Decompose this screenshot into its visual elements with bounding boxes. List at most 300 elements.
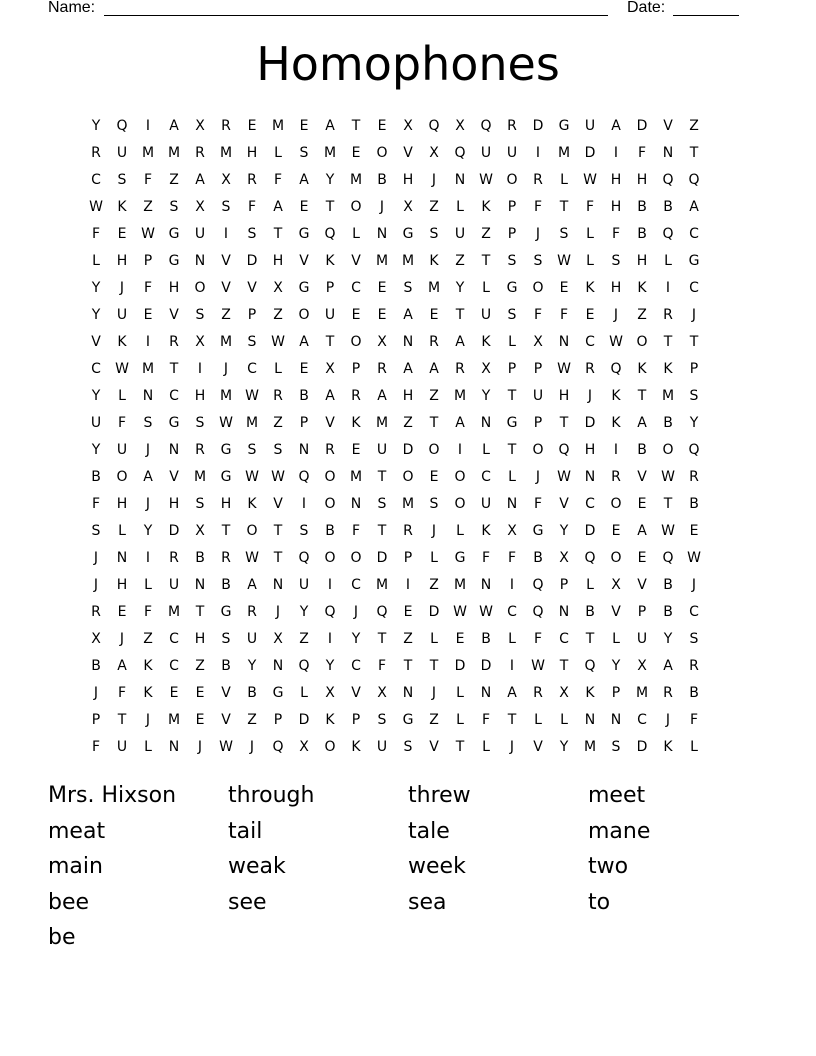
grid-letter[interactable]: X — [377, 685, 387, 701]
grid-letter[interactable]: A — [611, 118, 621, 134]
grid-letter[interactable]: Z — [143, 199, 153, 215]
grid-letter[interactable]: N — [194, 577, 206, 593]
grid-letter[interactable]: K — [351, 415, 361, 431]
grid-letter[interactable]: X — [559, 685, 569, 701]
grid-letter[interactable]: J — [197, 739, 203, 755]
grid-letter[interactable]: L — [274, 361, 282, 377]
grid-letter[interactable]: X — [637, 658, 647, 674]
grid-letter[interactable]: Z — [689, 118, 699, 134]
grid-letter[interactable]: I — [197, 361, 203, 377]
grid-letter[interactable]: M — [401, 253, 415, 269]
grid-letter[interactable]: L — [664, 253, 672, 269]
grid-letter[interactable]: J — [249, 739, 255, 755]
grid-letter[interactable]: L — [482, 442, 490, 458]
grid-letter[interactable]: K — [481, 334, 491, 350]
grid-letter[interactable]: R — [611, 469, 621, 485]
grid-letter[interactable]: Q — [480, 118, 492, 134]
grid-letter[interactable]: T — [273, 550, 283, 566]
grid-letter[interactable]: E — [351, 145, 361, 161]
grid-letter[interactable]: X — [273, 280, 283, 296]
grid-letter[interactable]: H — [194, 631, 206, 647]
grid-letter[interactable]: B — [637, 199, 647, 215]
grid-letter[interactable]: D — [532, 118, 544, 134]
grid-letter[interactable]: V — [169, 469, 179, 485]
grid-letter[interactable]: E — [195, 712, 205, 728]
grid-letter[interactable]: I — [457, 442, 463, 458]
grid-letter[interactable]: W — [245, 469, 259, 485]
grid-letter[interactable]: Y — [143, 523, 153, 539]
grid-letter[interactable]: S — [403, 739, 413, 755]
grid-letter[interactable]: H — [246, 145, 258, 161]
grid-letter[interactable]: Y — [91, 307, 101, 323]
grid-letter[interactable]: B — [221, 577, 231, 593]
grid-letter[interactable]: Y — [91, 388, 101, 404]
grid-letter[interactable]: P — [533, 415, 543, 431]
grid-letter[interactable]: S — [403, 280, 413, 296]
grid-letter[interactable]: I — [509, 658, 515, 674]
grid-letter[interactable]: Y — [611, 658, 621, 674]
grid-letter[interactable]: L — [534, 712, 542, 728]
grid-letter[interactable]: Q — [662, 172, 674, 188]
grid-letter[interactable]: H — [168, 496, 180, 512]
grid-letter[interactable]: W — [687, 550, 701, 566]
grid-letter[interactable]: A — [377, 388, 387, 404]
grid-letter[interactable]: A — [663, 658, 673, 674]
grid-letter[interactable]: H — [220, 496, 232, 512]
grid-letter[interactable]: J — [93, 550, 99, 566]
grid-letter[interactable]: I — [613, 442, 619, 458]
grid-letter[interactable]: C — [585, 334, 595, 350]
grid-letter[interactable]: G — [168, 253, 180, 269]
name-field[interactable] — [104, 15, 608, 16]
grid-letter[interactable]: H — [194, 388, 206, 404]
grid-letter[interactable]: I — [327, 577, 333, 593]
grid-letter[interactable]: L — [508, 469, 516, 485]
grid-letter[interactable]: Q — [662, 550, 674, 566]
grid-letter[interactable]: T — [507, 442, 517, 458]
grid-letter[interactable]: M — [375, 577, 389, 593]
grid-letter[interactable]: M — [323, 145, 337, 161]
grid-letter[interactable]: Z — [403, 415, 413, 431]
grid-letter[interactable]: D — [168, 523, 180, 539]
grid-letter[interactable]: Q — [558, 442, 570, 458]
grid-letter[interactable]: K — [117, 199, 127, 215]
grid-letter[interactable]: L — [586, 253, 594, 269]
grid-letter[interactable]: L — [560, 172, 568, 188]
grid-letter[interactable]: X — [403, 118, 413, 134]
grid-letter[interactable]: L — [144, 577, 152, 593]
grid-letter[interactable]: I — [327, 631, 333, 647]
grid-letter[interactable]: J — [431, 685, 437, 701]
grid-letter[interactable]: F — [91, 739, 101, 755]
grid-letter[interactable]: H — [168, 280, 180, 296]
grid-letter[interactable]: Q — [376, 604, 388, 620]
grid-letter[interactable]: B — [247, 685, 257, 701]
grid-letter[interactable]: F — [91, 496, 101, 512]
grid-letter[interactable]: Q — [298, 658, 310, 674]
grid-letter[interactable]: L — [612, 631, 620, 647]
grid-letter[interactable]: V — [637, 577, 647, 593]
grid-letter[interactable]: T — [429, 415, 439, 431]
grid-letter[interactable]: J — [93, 685, 99, 701]
grid-letter[interactable]: K — [247, 496, 257, 512]
grid-letter[interactable]: O — [532, 280, 544, 296]
grid-letter[interactable]: N — [584, 469, 596, 485]
grid-letter[interactable]: Q — [532, 604, 544, 620]
grid-letter[interactable]: S — [559, 226, 569, 242]
grid-letter[interactable]: G — [688, 253, 700, 269]
grid-letter[interactable]: W — [531, 658, 545, 674]
grid-letter[interactable]: F — [637, 145, 647, 161]
grid-letter[interactable]: L — [118, 388, 126, 404]
grid-letter[interactable]: N — [376, 226, 388, 242]
grid-letter[interactable]: S — [169, 199, 179, 215]
grid-letter[interactable]: Z — [637, 307, 647, 323]
grid-letter[interactable]: P — [507, 361, 517, 377]
grid-letter[interactable]: F — [143, 604, 153, 620]
grid-letter[interactable]: I — [613, 145, 619, 161]
grid-letter[interactable]: O — [350, 334, 362, 350]
grid-letter[interactable]: U — [168, 577, 180, 593]
grid-letter[interactable]: E — [377, 307, 387, 323]
grid-letter[interactable]: E — [377, 118, 387, 134]
grid-letter[interactable]: B — [481, 631, 491, 647]
grid-letter[interactable]: L — [144, 739, 152, 755]
grid-letter[interactable]: X — [299, 739, 309, 755]
grid-letter[interactable]: F — [481, 712, 491, 728]
grid-letter[interactable]: I — [665, 280, 671, 296]
grid-letter[interactable]: E — [143, 307, 153, 323]
grid-letter[interactable]: E — [559, 280, 569, 296]
grid-letter[interactable]: A — [273, 199, 283, 215]
grid-letter[interactable]: G — [220, 442, 232, 458]
grid-letter[interactable]: B — [325, 523, 335, 539]
grid-letter[interactable]: Z — [299, 631, 309, 647]
grid-letter[interactable]: T — [325, 199, 335, 215]
grid-letter[interactable]: T — [273, 523, 283, 539]
grid-letter[interactable]: S — [221, 631, 231, 647]
grid-letter[interactable]: U — [532, 388, 544, 404]
grid-letter[interactable]: K — [143, 685, 153, 701]
grid-letter[interactable]: N — [272, 658, 284, 674]
grid-letter[interactable]: K — [585, 280, 595, 296]
grid-letter[interactable]: C — [247, 361, 257, 377]
grid-letter[interactable]: Z — [429, 712, 439, 728]
grid-letter[interactable]: Z — [429, 388, 439, 404]
grid-letter[interactable]: E — [429, 469, 439, 485]
grid-letter[interactable]: A — [143, 469, 153, 485]
grid-letter[interactable]: X — [481, 361, 491, 377]
grid-letter[interactable]: W — [661, 523, 675, 539]
grid-letter[interactable]: J — [535, 469, 541, 485]
grid-letter[interactable]: O — [376, 145, 388, 161]
grid-letter[interactable]: N — [480, 685, 492, 701]
grid-letter[interactable]: M — [219, 145, 233, 161]
grid-letter[interactable]: N — [350, 496, 362, 512]
grid-letter[interactable]: U — [246, 631, 258, 647]
grid-letter[interactable]: K — [637, 280, 647, 296]
grid-letter[interactable]: S — [195, 415, 205, 431]
grid-letter[interactable]: G — [402, 226, 414, 242]
grid-letter[interactable]: R — [169, 550, 179, 566]
grid-letter[interactable]: U — [480, 307, 492, 323]
grid-letter[interactable]: C — [689, 226, 699, 242]
grid-letter[interactable]: S — [247, 226, 257, 242]
grid-letter[interactable]: U — [116, 145, 128, 161]
grid-letter[interactable]: I — [509, 577, 515, 593]
grid-letter[interactable]: D — [298, 712, 310, 728]
grid-letter[interactable]: X — [195, 334, 205, 350]
grid-letter[interactable]: D — [584, 523, 596, 539]
grid-letter[interactable]: V — [611, 604, 621, 620]
grid-letter[interactable]: S — [533, 253, 543, 269]
grid-letter[interactable]: W — [557, 469, 571, 485]
grid-letter[interactable]: R — [91, 145, 101, 161]
grid-letter[interactable]: B — [221, 658, 231, 674]
grid-letter[interactable]: P — [299, 415, 309, 431]
grid-letter[interactable]: I — [223, 226, 229, 242]
grid-letter[interactable]: D — [402, 442, 414, 458]
grid-letter[interactable]: T — [559, 199, 569, 215]
grid-letter[interactable]: N — [558, 334, 570, 350]
grid-letter[interactable]: L — [560, 712, 568, 728]
word-search-grid[interactable] — [83, 113, 733, 761]
grid-letter[interactable]: V — [221, 280, 231, 296]
grid-letter[interactable]: Z — [221, 307, 231, 323]
grid-letter[interactable]: M — [141, 361, 155, 377]
grid-letter[interactable]: M — [271, 118, 285, 134]
grid-letter[interactable]: X — [325, 685, 335, 701]
grid-letter[interactable]: D — [636, 118, 648, 134]
grid-letter[interactable]: F — [351, 523, 361, 539]
grid-letter[interactable]: R — [663, 307, 673, 323]
grid-letter[interactable]: H — [636, 253, 648, 269]
grid-letter[interactable]: H — [610, 280, 622, 296]
grid-letter[interactable]: L — [482, 280, 490, 296]
grid-letter[interactable]: F — [117, 685, 127, 701]
grid-letter[interactable]: B — [663, 577, 673, 593]
grid-letter[interactable]: C — [351, 658, 361, 674]
grid-letter[interactable]: C — [689, 604, 699, 620]
grid-letter[interactable]: G — [402, 712, 414, 728]
grid-letter[interactable]: I — [301, 496, 307, 512]
grid-letter[interactable]: W — [479, 172, 493, 188]
grid-letter[interactable]: F — [143, 280, 153, 296]
grid-letter[interactable]: C — [559, 631, 569, 647]
grid-letter[interactable]: X — [195, 523, 205, 539]
grid-letter[interactable]: N — [402, 334, 414, 350]
grid-letter[interactable]: J — [587, 388, 593, 404]
grid-letter[interactable]: J — [119, 280, 125, 296]
grid-letter[interactable]: T — [221, 523, 231, 539]
grid-letter[interactable]: M — [583, 739, 597, 755]
grid-letter[interactable]: I — [145, 550, 151, 566]
grid-letter[interactable]: P — [403, 550, 413, 566]
grid-letter[interactable]: S — [195, 496, 205, 512]
grid-letter[interactable]: Q — [584, 550, 596, 566]
grid-letter[interactable]: M — [349, 469, 363, 485]
grid-letter[interactable]: A — [195, 172, 205, 188]
grid-letter[interactable]: J — [275, 604, 281, 620]
grid-letter[interactable]: D — [376, 550, 388, 566]
grid-letter[interactable]: L — [300, 685, 308, 701]
grid-letter[interactable]: Y — [351, 631, 361, 647]
grid-letter[interactable]: Q — [116, 118, 128, 134]
grid-letter[interactable]: V — [351, 253, 361, 269]
grid-letter[interactable]: X — [533, 334, 543, 350]
grid-letter[interactable]: L — [456, 523, 464, 539]
grid-letter[interactable]: W — [245, 550, 259, 566]
grid-letter[interactable]: P — [91, 712, 101, 728]
grid-letter[interactable]: Y — [325, 172, 335, 188]
grid-letter[interactable]: O — [662, 442, 674, 458]
grid-letter[interactable]: X — [507, 523, 517, 539]
grid-letter[interactable]: L — [586, 577, 594, 593]
grid-letter[interactable]: J — [665, 712, 671, 728]
grid-letter[interactable]: B — [663, 199, 673, 215]
grid-letter[interactable]: V — [247, 280, 257, 296]
grid-letter[interactable]: L — [274, 145, 282, 161]
grid-letter[interactable]: G — [168, 226, 180, 242]
grid-letter[interactable]: M — [401, 496, 415, 512]
grid-letter[interactable]: M — [167, 712, 181, 728]
grid-letter[interactable]: O — [454, 496, 466, 512]
grid-letter[interactable]: K — [351, 739, 361, 755]
grid-letter[interactable]: K — [611, 388, 621, 404]
grid-letter[interactable]: R — [221, 550, 231, 566]
grid-letter[interactable]: F — [117, 415, 127, 431]
grid-letter[interactable]: K — [611, 415, 621, 431]
grid-letter[interactable]: Z — [429, 199, 439, 215]
grid-letter[interactable]: G — [532, 523, 544, 539]
grid-letter[interactable]: K — [663, 739, 673, 755]
grid-letter[interactable]: T — [559, 658, 569, 674]
grid-letter[interactable]: P — [351, 712, 361, 728]
grid-letter[interactable]: P — [143, 253, 153, 269]
grid-letter[interactable]: I — [535, 145, 541, 161]
grid-letter[interactable]: O — [350, 550, 362, 566]
grid-letter[interactable]: R — [533, 685, 543, 701]
grid-letter[interactable]: J — [509, 739, 515, 755]
grid-letter[interactable]: O — [610, 496, 622, 512]
grid-letter[interactable]: U — [116, 307, 128, 323]
grid-letter[interactable]: S — [377, 712, 387, 728]
grid-letter[interactable]: W — [141, 226, 155, 242]
grid-letter[interactable]: J — [119, 631, 125, 647]
grid-letter[interactable]: T — [663, 496, 673, 512]
grid-letter[interactable]: B — [637, 442, 647, 458]
grid-letter[interactable]: N — [402, 685, 414, 701]
grid-letter[interactable]: B — [585, 604, 595, 620]
grid-letter[interactable]: H — [116, 496, 128, 512]
grid-letter[interactable]: L — [430, 631, 438, 647]
grid-letter[interactable]: W — [479, 604, 493, 620]
grid-letter[interactable]: X — [559, 550, 569, 566]
grid-letter[interactable]: I — [405, 577, 411, 593]
grid-letter[interactable]: Z — [169, 172, 179, 188]
grid-letter[interactable]: E — [299, 199, 309, 215]
grid-letter[interactable]: P — [611, 685, 621, 701]
grid-letter[interactable]: W — [609, 334, 623, 350]
grid-letter[interactable]: G — [298, 226, 310, 242]
grid-letter[interactable]: A — [637, 415, 647, 431]
grid-letter[interactable]: C — [169, 631, 179, 647]
grid-letter[interactable]: R — [351, 388, 361, 404]
grid-letter[interactable]: O — [298, 307, 310, 323]
grid-letter[interactable]: T — [455, 739, 465, 755]
grid-letter[interactable]: K — [481, 199, 491, 215]
grid-letter[interactable]: C — [351, 280, 361, 296]
grid-letter[interactable]: N — [298, 442, 310, 458]
grid-letter[interactable]: V — [221, 685, 231, 701]
grid-letter[interactable]: S — [299, 523, 309, 539]
grid-letter[interactable]: F — [533, 199, 543, 215]
grid-letter[interactable]: R — [221, 118, 231, 134]
grid-letter[interactable]: B — [663, 604, 673, 620]
grid-letter[interactable]: J — [691, 307, 697, 323]
date-field[interactable] — [673, 15, 739, 16]
grid-letter[interactable]: M — [167, 604, 181, 620]
grid-letter[interactable]: R — [195, 145, 205, 161]
grid-letter[interactable]: B — [637, 226, 647, 242]
grid-letter[interactable]: S — [429, 226, 439, 242]
grid-letter[interactable]: R — [429, 334, 439, 350]
grid-letter[interactable]: C — [689, 280, 699, 296]
grid-letter[interactable]: N — [480, 415, 492, 431]
grid-letter[interactable]: R — [585, 361, 595, 377]
grid-letter[interactable]: X — [273, 631, 283, 647]
grid-letter[interactable]: F — [507, 550, 517, 566]
grid-letter[interactable]: J — [691, 577, 697, 593]
grid-letter[interactable]: T — [377, 523, 387, 539]
grid-letter[interactable]: Q — [532, 577, 544, 593]
grid-letter[interactable]: O — [402, 469, 414, 485]
grid-letter[interactable]: L — [352, 226, 360, 242]
grid-letter[interactable]: P — [533, 361, 543, 377]
grid-letter[interactable]: R — [325, 442, 335, 458]
grid-letter[interactable]: M — [349, 172, 363, 188]
grid-letter[interactable]: C — [585, 496, 595, 512]
grid-letter[interactable]: R — [377, 361, 387, 377]
grid-letter[interactable]: U — [324, 307, 336, 323]
grid-letter[interactable]: A — [637, 523, 647, 539]
grid-letter[interactable]: P — [689, 361, 699, 377]
grid-letter[interactable]: U — [506, 145, 518, 161]
grid-letter[interactable]: A — [299, 334, 309, 350]
grid-letter[interactable]: S — [429, 496, 439, 512]
grid-letter[interactable]: G — [168, 415, 180, 431]
grid-letter[interactable]: F — [481, 550, 491, 566]
grid-letter[interactable]: M — [219, 388, 233, 404]
grid-letter[interactable]: L — [456, 712, 464, 728]
grid-letter[interactable]: U — [480, 145, 492, 161]
grid-letter[interactable]: P — [637, 604, 647, 620]
grid-letter[interactable]: J — [223, 361, 229, 377]
grid-letter[interactable]: V — [663, 118, 673, 134]
grid-letter[interactable]: A — [455, 415, 465, 431]
grid-letter[interactable]: T — [377, 631, 387, 647]
grid-letter[interactable]: E — [169, 685, 179, 701]
grid-letter[interactable]: H — [402, 388, 414, 404]
grid-letter[interactable]: U — [636, 631, 648, 647]
grid-letter[interactable]: G — [220, 469, 232, 485]
grid-letter[interactable]: O — [324, 496, 336, 512]
grid-letter[interactable]: V — [559, 496, 569, 512]
grid-letter[interactable]: T — [169, 361, 179, 377]
grid-letter[interactable]: V — [637, 469, 647, 485]
grid-letter[interactable]: Y — [91, 118, 101, 134]
grid-letter[interactable]: K — [143, 658, 153, 674]
